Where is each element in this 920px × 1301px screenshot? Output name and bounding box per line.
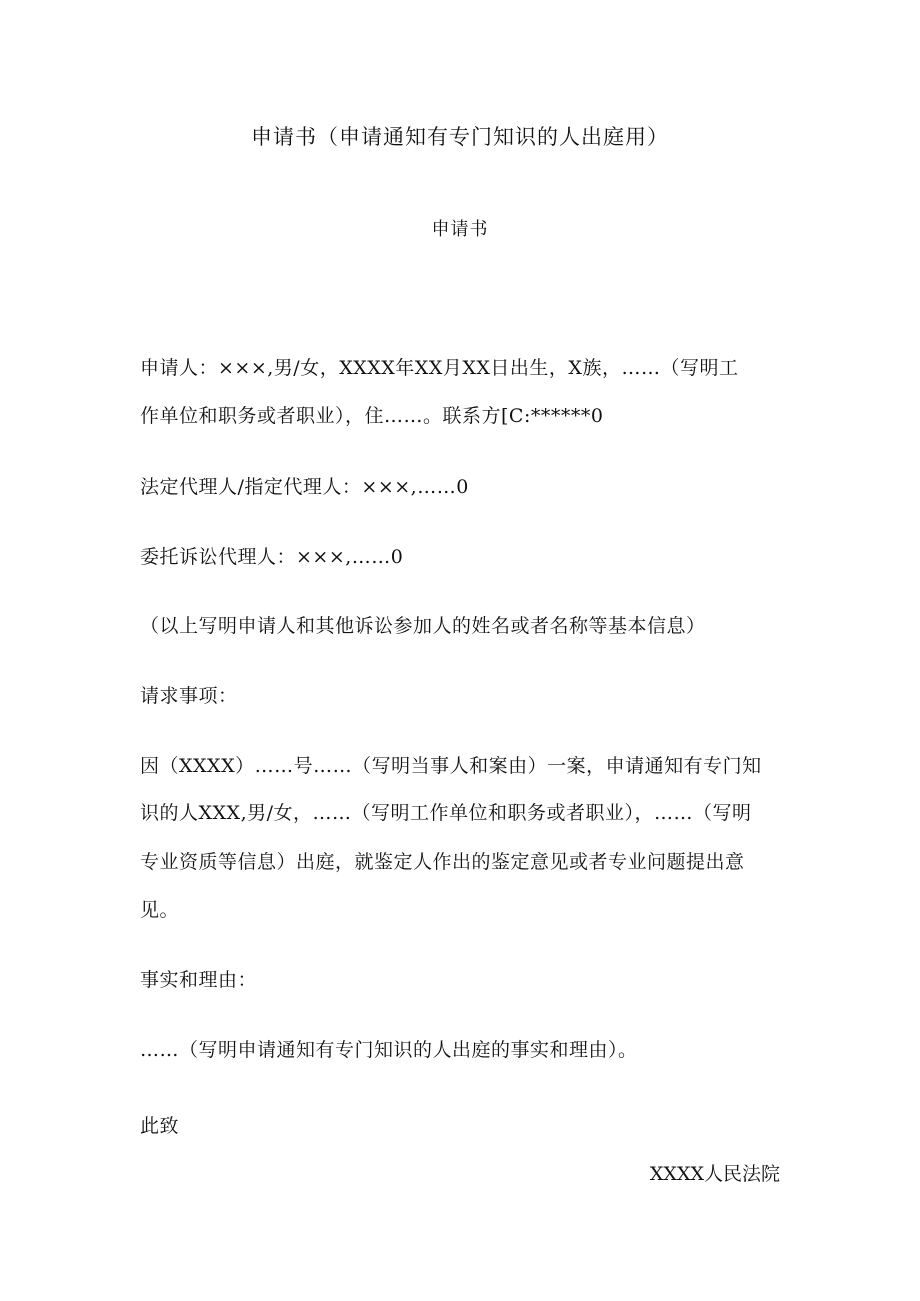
court-name: XXXX人民法院 [649,1163,780,1185]
facts-heading: 事实和理由： [140,969,258,991]
salutation: 此致 [140,1115,180,1137]
document-title: 申请书（申请通知有专门知识的人出庭用） [251,125,669,149]
legal-agent-line: 法定代理人/指定代理人：×××,……0 [140,476,469,498]
request-body-line-3: 专业资质等信息）出庭，就鉴定人作出的鉴定意见或者专业问题提出意 [140,851,745,873]
facts-body: ……（写明申请通知有专门知识的人出庭的事实和理由）。 [140,1039,638,1061]
request-heading: 请求事项： [140,685,238,707]
parties-note: （以上写明申请人和其他诉讼参加人的姓名或者名称等基本信息） [140,615,706,637]
applicant-line-2: 作单位和职务或者职业），住……。联系方[C:******0 [140,405,604,427]
request-body-line-2: 识的人XXX,男/女，……（写明工作单位和职务或者职业），……（写明 [140,802,752,824]
request-body-line-1: 因（XXXX）……号……（写明当事人和案由）一案，申请通知有专门知 [140,755,762,777]
applicant-line-1: 申请人：×××,男/女，XXXX年XX月XX日出生，X族，……（写明工 [140,357,739,379]
document-subtitle: 申请书 [431,219,489,240]
entrusted-agent-line: 委托诉讼代理人：×××,……0 [140,546,404,568]
request-body-line-4: 见。 [140,899,180,921]
